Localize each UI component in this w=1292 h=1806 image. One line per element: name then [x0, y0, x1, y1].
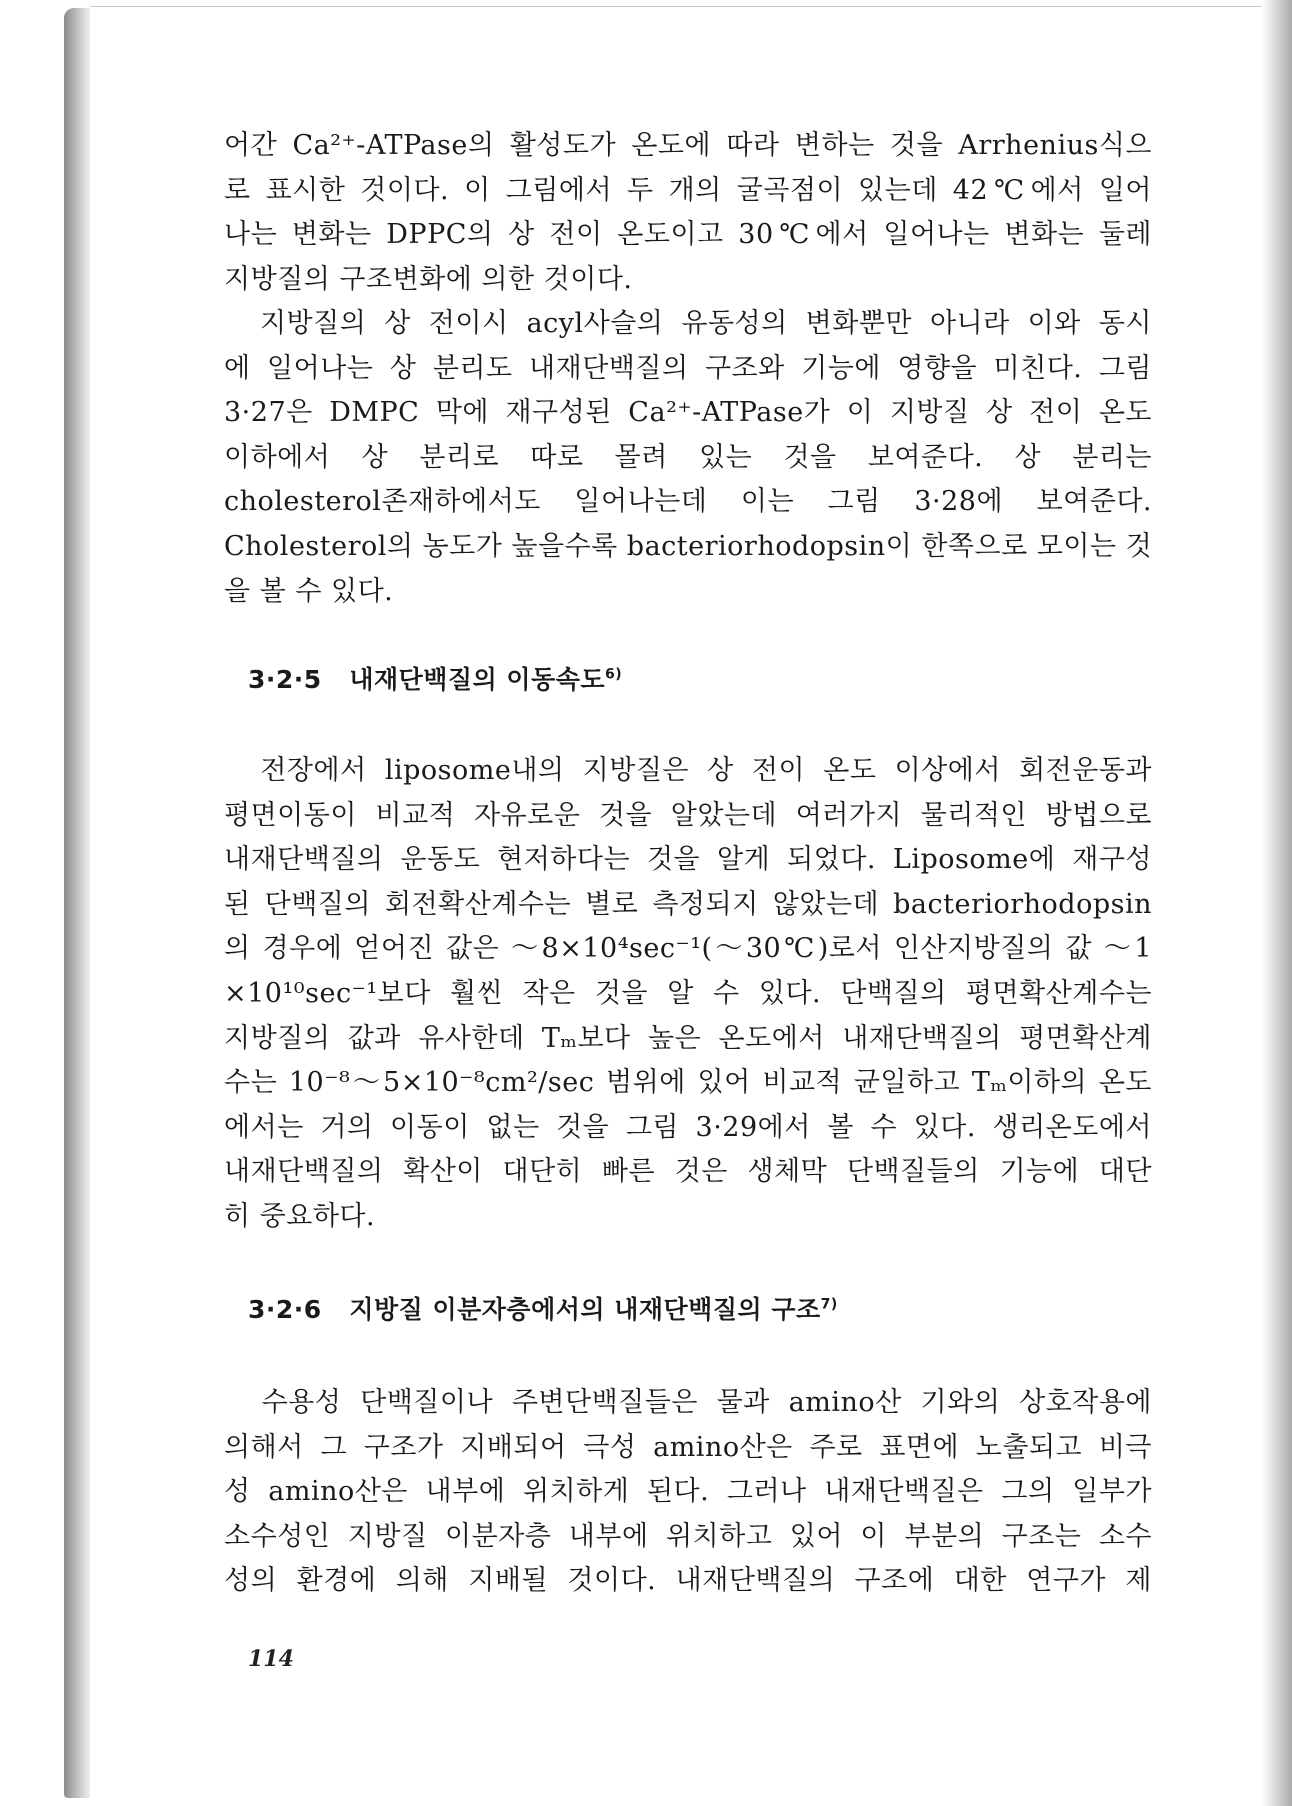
- paragraph-2: [224, 302, 1152, 614]
- text-line: 성의 환경에 의해 지배될 것이다. 내재단백질의 구조에 대한 연구가 제: [224, 1565, 1152, 1597]
- text-line: 이하에서 상 분리로 따로 몰려 있는 것을 보여준다. 상 분리는: [224, 441, 1152, 473]
- text-line: 성 amino산은 내부에 위치하게 된다. 그러나 내재단백질은 그의 일부가: [224, 1476, 1152, 1508]
- text-line: 을 볼 수 있다.: [224, 575, 394, 607]
- text-line: Cholesterol의 농도가 높을수록 bacteriorhodopsin이 한쪽으로 모이는 것: [224, 530, 1153, 562]
- footnote-ref: 6): [605, 666, 623, 683]
- text-line: ×10¹⁰sec⁻¹보다 훨씬 작은 것을 알 수 있다. 단백질의 평면확산계수는: [224, 977, 1152, 1009]
- section-title: 지방질 이분자층에서의 내재단백질의 구조: [349, 1295, 821, 1324]
- text-line: 지방질의 상 전이시 acyl사슬의 유동성의 변화뿐만 아니라 이와 동시: [224, 308, 1152, 339]
- text-line: 의해서 그 구조가 지배되어 극성 amino산은 주로 표면에 노출되고 비극: [224, 1431, 1152, 1463]
- book-page-edge: [64, 8, 90, 1798]
- page-number: 114: [248, 1646, 294, 1672]
- text-line: 소수성인 지방질 이분자층 내부에 위치하고 있어 이 부분의 구조는 소수: [224, 1520, 1152, 1552]
- paragraph-3: [224, 749, 1152, 1240]
- text-line: 에 일어나는 상 분리도 내재단백질의 구조와 기능에 영향을 미친다. 그림: [224, 352, 1152, 384]
- section-number: 3·2·5: [248, 665, 322, 694]
- footnote-ref: 7): [820, 1296, 838, 1313]
- paragraph-1: [224, 124, 1152, 302]
- section-heading-3-2-5: [224, 660, 622, 696]
- text-line: 의 경우에 얻어진 값은 ～8×10⁴sec⁻¹(～30℃)로서 인산지방질의 값 ～1: [224, 933, 1152, 965]
- section-heading-3-2-6: [224, 1290, 838, 1326]
- text-line: 전장에서 liposome내의 지방질은 상 전이 온도 이상에서 회전운동과: [224, 755, 1152, 786]
- text-line: 내재단백질의 확산이 대단히 빠른 것은 생체막 단백질들의 기능에 대단: [224, 1156, 1152, 1188]
- text-line: 3·27은 DMPC 막에 재구성된 Ca²⁺-ATPase가 이 지방질 상 전이 온도: [224, 397, 1152, 429]
- text-line: 수용성 단백질이나 주변단백질들은 물과 amino산 기와의 상호작용에: [224, 1387, 1152, 1418]
- text-line: 된 단백질의 회전확산계수는 별로 측정되지 않았는데 bacteriorhodopsin: [224, 888, 1152, 920]
- text-line: 평면이동이 비교적 자유로운 것을 알았는데 여러가지 물리적인 방법으로: [224, 799, 1152, 831]
- section-title: 내재단백질의 이동속도: [349, 665, 606, 694]
- text-line: 로 표시한 것이다. 이 그림에서 두 개의 굴곡점이 있는데 42℃에서 일어: [224, 174, 1152, 206]
- text-line: 내재단백질의 운동도 현저하다는 것을 알게 되었다. Liposome에 재구성: [224, 844, 1152, 876]
- text-line: 어간 Ca²⁺-ATPase의 활성도가 온도에 따라 변하는 것을 Arrhenius식으: [224, 130, 1152, 161]
- text-line: 수는 10⁻⁸～5×10⁻⁸cm²/sec 범위에 있어 비교적 균일하고 Tₘ이하의 온도: [224, 1067, 1152, 1099]
- page-shadow: [1262, 0, 1292, 1806]
- text-line: 에서는 거의 이동이 없는 것을 그림 3·29에서 볼 수 있다. 생리온도에서: [224, 1111, 1152, 1143]
- text-line: 히 중요하다.: [224, 1200, 376, 1232]
- text-line: cholesterol존재하에서도 일어나는데 이는 그림 3·28에 보여준다.: [224, 486, 1152, 518]
- paragraph-4: [224, 1381, 1152, 1604]
- text-line: 지방질의 값과 유사한데 Tₘ보다 높은 온도에서 내재단백질의 평면확산계: [224, 1022, 1152, 1054]
- text-line: 지방질의 구조변화에 의한 것이다.: [224, 263, 633, 295]
- text-line: 나는 변화는 DPPC의 상 전이 온도이고 30℃에서 일어나는 변화는 둘레: [224, 219, 1152, 251]
- section-number: 3·2·6: [248, 1295, 322, 1324]
